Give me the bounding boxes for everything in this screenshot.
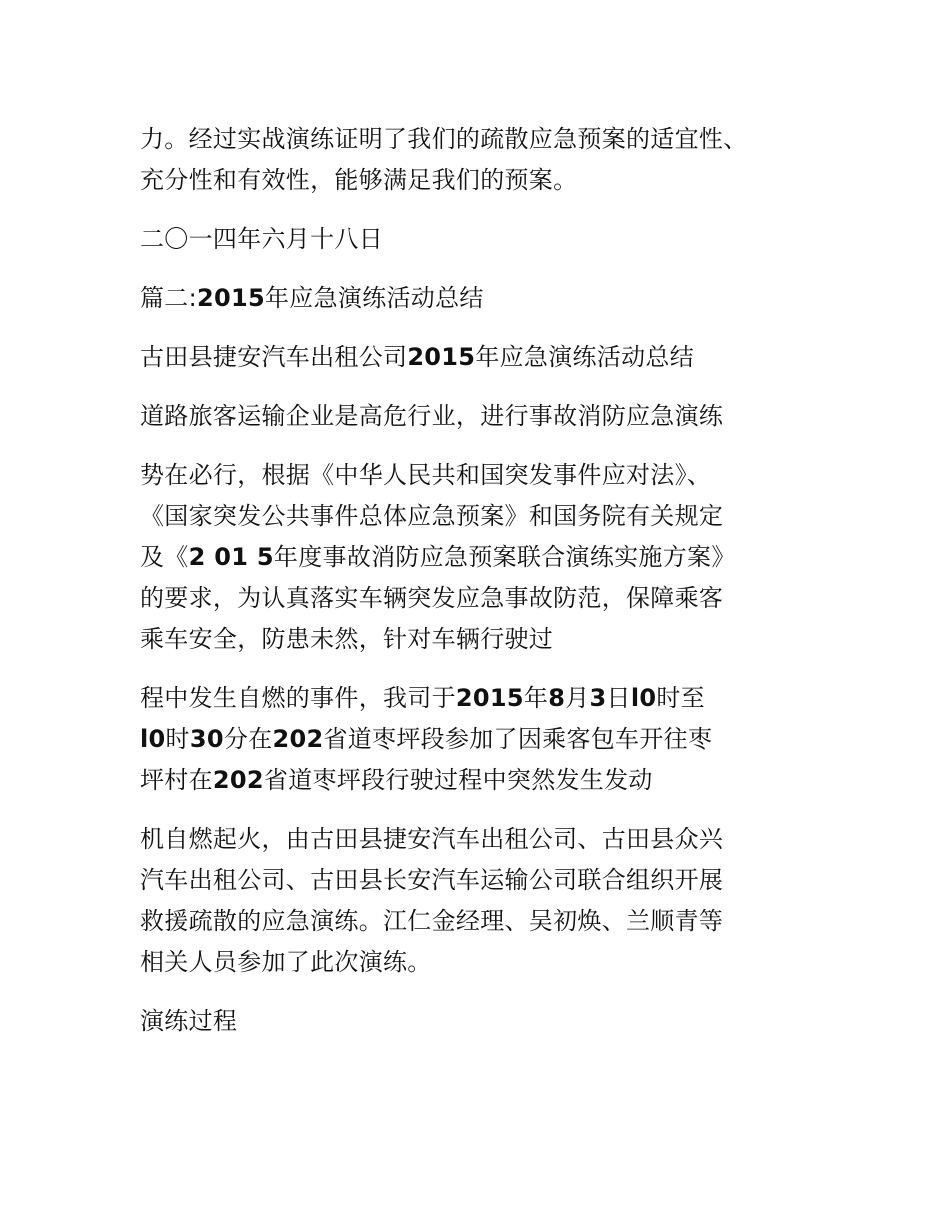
paragraph-line: 坪村在202省道枣坪段行驶过程中突然发生发动 <box>140 766 653 794</box>
paragraph-line: 道路旅客运输企业是高危行业，进行事故消防应急演练 <box>140 402 724 430</box>
paragraph-line: 势在必行，根据《中华人民共和国突发事件应对法》、 <box>140 461 712 489</box>
date-line: 二〇一四年六月十八日 <box>140 225 383 253</box>
paragraph-line: 《国家突发公共事件总体应急预案》和国务院有关规定 <box>140 502 724 530</box>
document-title: 古田县捷安汽车出租公司2015年应急演练活动总结 <box>140 343 695 371</box>
paragraph-line: 乘车安全，防患未然，针对车辆行驶过 <box>140 625 554 653</box>
section-subheading: 演练过程 <box>140 1007 238 1035</box>
paragraph-line: 汽车出租公司、古田县长安汽车运输公司联合组织开展 <box>140 866 724 894</box>
paragraph-line: 充分性和有效性，能够满足我们的预案。 <box>140 166 578 194</box>
paragraph-line: 的要求，为认真落实车辆突发应急事故防范，保障乘客 <box>140 584 724 612</box>
section-heading: 篇二:2015年应急演练活动总结 <box>140 284 484 312</box>
paragraph-line: 力。经过实战演练证明了我们的疏散应急预案的适宜性、 <box>140 125 748 153</box>
paragraph-line: 及《2 01 5年度事故消防应急预案联合演练实施方案》 <box>140 543 736 571</box>
paragraph-line: 救援疏散的应急演练。江仁金经理、吴初焕、兰顺青等 <box>140 907 724 935</box>
paragraph-line: 程中发生自燃的事件，我司于2015年8月3日l0时至 <box>140 684 705 712</box>
paragraph-line: 相关人员参加了此次演练。 <box>140 948 432 976</box>
paragraph-line: 机自燃起火，由古田县捷安汽车出租公司、古田县众兴 <box>140 825 724 853</box>
paragraph-line: l0时30分在202省道枣坪段参加了因乘客包车开往枣 <box>140 725 713 753</box>
